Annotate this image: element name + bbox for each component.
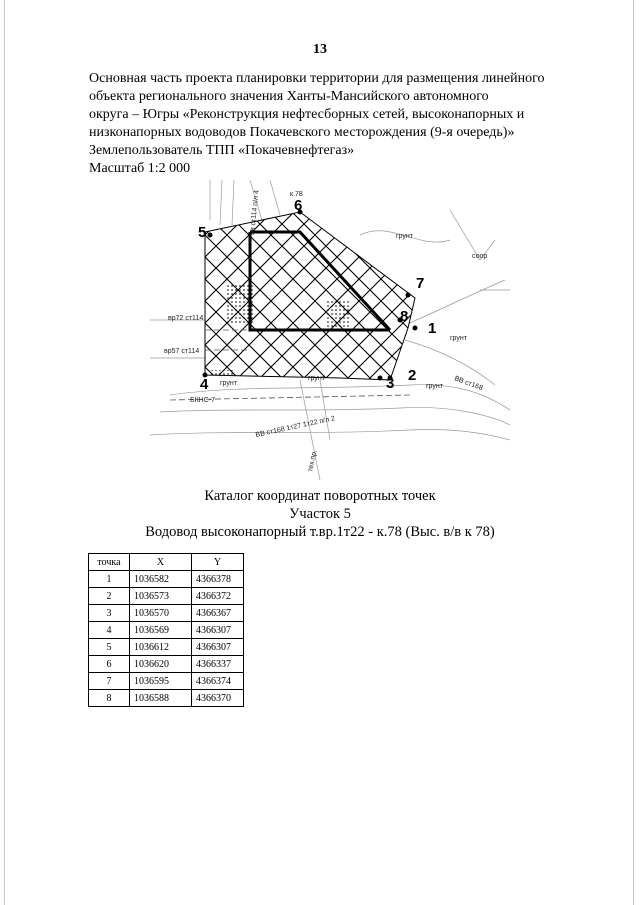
map-label-grunt: грунт (450, 335, 467, 342)
map-label-grunt: грунт (220, 380, 237, 387)
heading-line: Масштаб 1:2 000 (89, 161, 191, 176)
header-x: X (130, 554, 192, 571)
cell-x: 1036582 (130, 571, 192, 588)
table-row (89, 605, 244, 622)
map-label-tech: тех.пр. (307, 449, 319, 473)
cell-x: 1036595 (130, 673, 192, 690)
map-label-vr72: вр72 ст114 (168, 315, 204, 322)
page-number: 13 (313, 42, 327, 57)
table-row (89, 656, 244, 673)
site-plan (150, 180, 510, 480)
cell-point: 2 (89, 588, 130, 605)
table-row (89, 690, 244, 707)
cell-x: 1036620 (130, 656, 192, 673)
catalog-subtitle: Водовод высоконапорный т.вр.1т22 - к.78 (Выс. в/в к 78) (145, 524, 495, 540)
coordinates-table (88, 553, 244, 707)
cell-y: 4366307 (192, 639, 244, 656)
scan-margin-left (4, 0, 5, 905)
cell-y: 4366337 (192, 656, 244, 673)
table-row (89, 571, 244, 588)
cell-x: 1036569 (130, 622, 192, 639)
table-row (89, 673, 244, 690)
map-label-vr57: вр57 ст114 (164, 348, 200, 355)
map-label-vv-right: ВВ ст168 (453, 375, 484, 393)
map-label-vv-top: вв ст114 п/л 4 (249, 189, 261, 236)
heading-line: округа – Югры «Реконструкция нефтесборных сетей, высоконапорных и (89, 107, 525, 122)
point-label-5: 5 (198, 224, 207, 241)
coordinate-catalog-heading (0, 487, 640, 541)
catalog-title: Каталог координат поворотных точек (204, 488, 436, 504)
map-label-vv-bottom: ВВ ст168 1т27 1т22 п/л 2 (254, 415, 336, 439)
map-label-grunt: грунт (396, 233, 413, 240)
cell-x: 1036612 (130, 639, 192, 656)
cell-y: 4366378 (192, 571, 244, 588)
point-label-2: 2 (408, 367, 417, 384)
map-label-grunt: грунт (308, 375, 325, 382)
heading-line: объекта регионального значения Ханты-Мансийского автономного (89, 89, 489, 104)
header-y: Y (192, 554, 244, 571)
point-label-6: 6 (294, 197, 303, 214)
cell-point: 6 (89, 656, 130, 673)
cell-y: 4366370 (192, 690, 244, 707)
cell-x: 1036573 (130, 588, 192, 605)
cell-point: 8 (89, 690, 130, 707)
header-point: точка (89, 554, 130, 571)
cell-y: 4366307 (192, 622, 244, 639)
heading-line: Основная часть проекта планировки территории для размещения линейного (89, 71, 545, 86)
heading-line: низконапорных водоводов Покачевского месторождения (9-я очередь)» (89, 125, 515, 140)
cell-point: 3 (89, 605, 130, 622)
cell-point: 1 (89, 571, 130, 588)
point-label-7: 7 (416, 275, 425, 292)
cell-x: 1036570 (130, 605, 192, 622)
cell-y: 4366374 (192, 673, 244, 690)
cell-point: 5 (89, 639, 130, 656)
map-label-soor: соор (472, 253, 488, 260)
scan-margin-right (633, 0, 634, 905)
table-header-row (89, 554, 244, 571)
cell-point: 4 (89, 622, 130, 639)
point-label-3: 3 (386, 375, 395, 392)
point-label-4: 4 (200, 376, 209, 393)
catalog-section: Участок 5 (289, 506, 351, 522)
table-row (89, 622, 244, 639)
point-label-1: 1 (428, 320, 437, 337)
document-heading (89, 70, 589, 178)
heading-line: Землепользователь ТПП «Покачевнефтегаз» (89, 143, 355, 158)
point-label-8: 8 (400, 308, 409, 325)
cell-point: 7 (89, 673, 130, 690)
map-label-knc: БКНС-7 (190, 397, 216, 404)
cell-x: 1036588 (130, 690, 192, 707)
map-label-k78: к.78 (290, 191, 303, 198)
cell-y: 4366367 (192, 605, 244, 622)
table-row (89, 639, 244, 656)
cell-y: 4366372 (192, 588, 244, 605)
map-label-grunt: грунт (426, 383, 443, 390)
table-row (89, 588, 244, 605)
